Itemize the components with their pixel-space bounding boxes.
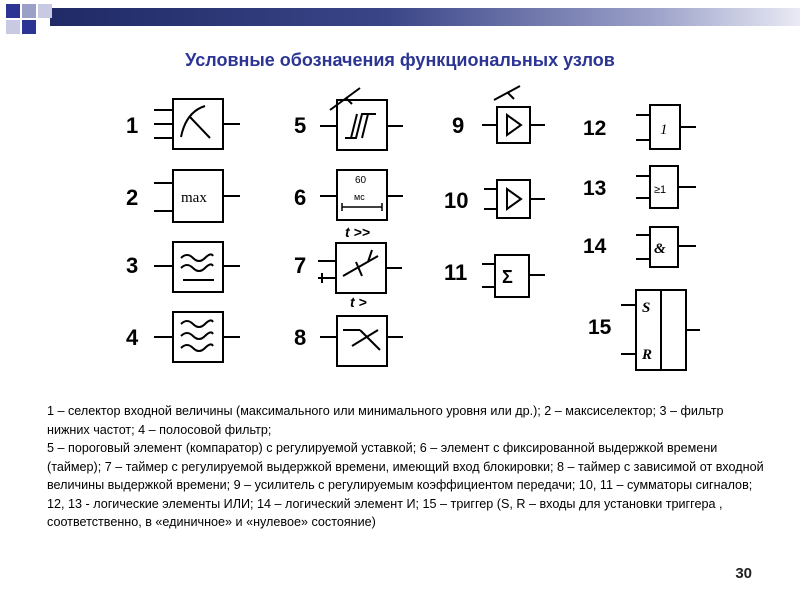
symbol-number: 11	[444, 260, 468, 285]
symbol-number: 8	[294, 325, 307, 350]
symbol-number: 1	[126, 113, 139, 138]
symbol-10-summator	[444, 180, 545, 218]
symbol-9-amplifier	[452, 86, 545, 143]
symbol-14-and	[583, 227, 696, 267]
symbol-12-or	[583, 105, 696, 149]
or-ge1-label: ≥1	[654, 184, 667, 196]
trigger-s-label: S	[642, 300, 651, 316]
symbol-number: 2	[126, 185, 139, 210]
symbol-3-lowpass-filter	[126, 242, 240, 292]
symbol-6-timer	[294, 170, 403, 220]
caption-paragraph-2: 5 – пороговый элемент (компаратор) с регулируемой уставкой; 6 – элемент с фиксированной выдержкой времени (таймер); 7 – таймер с регулируемой выдержкой времени, имеющий вход блокировки; 8 – таймер с зависимой от входной величины выдержкой времени; 9 – усилитель с регулируемым коэффициентом передачи; 10, 11 – сумматоры сигналов; 12, 13 - логические элементы ИЛИ; 14 – логический элемент И; 15 – триггер (S, R – входы для установки триггера , соответственно, в «единичное» и «нулевое» состояние)	[47, 441, 764, 529]
or-label: 1	[660, 122, 668, 138]
symbol-15-rs-trigger	[588, 290, 700, 370]
symbol-8-dependent-timer	[294, 294, 403, 366]
legend-caption	[47, 402, 767, 532]
symbol-number: 3	[126, 253, 139, 278]
trigger-r-label: R	[642, 347, 653, 363]
symbol-number: 10	[444, 188, 469, 213]
symbol-5-comparator	[294, 88, 403, 150]
symbol-2-max-selector	[126, 170, 240, 222]
symbol-number: 15	[588, 316, 612, 339]
symbol-number: 6	[294, 185, 307, 210]
symbol-number: 4	[126, 325, 139, 350]
symbol-number: 13	[583, 177, 607, 200]
symbol-number: 12	[583, 117, 607, 140]
timer-value: 60	[355, 175, 367, 186]
symbol-4-bandpass-filter	[126, 312, 240, 362]
t-much-greater-label: t >>	[345, 224, 370, 240]
t-greater-label: t >	[350, 294, 367, 310]
symbol-number: 5	[294, 113, 307, 138]
symbol-number: 14	[583, 235, 607, 258]
caption-paragraph-1: 1 – селектор входной величины (максимального или минимального уровня или др.); 2 – максиселектор; 3 – фильтр нижних частот; 4 – полосовой фильтр;	[47, 404, 724, 437]
sigma-label: Σ	[502, 267, 513, 287]
symbol-13-or-ge1	[583, 166, 696, 208]
symbol-7-adjustable-timer	[294, 224, 402, 293]
symbol-number: 7	[294, 253, 307, 278]
max-label: max	[181, 190, 207, 206]
and-label: &	[654, 241, 666, 257]
timer-unit: мс	[354, 192, 365, 202]
page-number: 30	[735, 565, 752, 582]
symbol-11-summator-sigma	[444, 255, 545, 297]
symbol-1-selector	[126, 99, 240, 149]
symbol-number: 9	[452, 113, 465, 138]
slide-title: Условные обозначения функциональных узлов	[185, 50, 615, 70]
